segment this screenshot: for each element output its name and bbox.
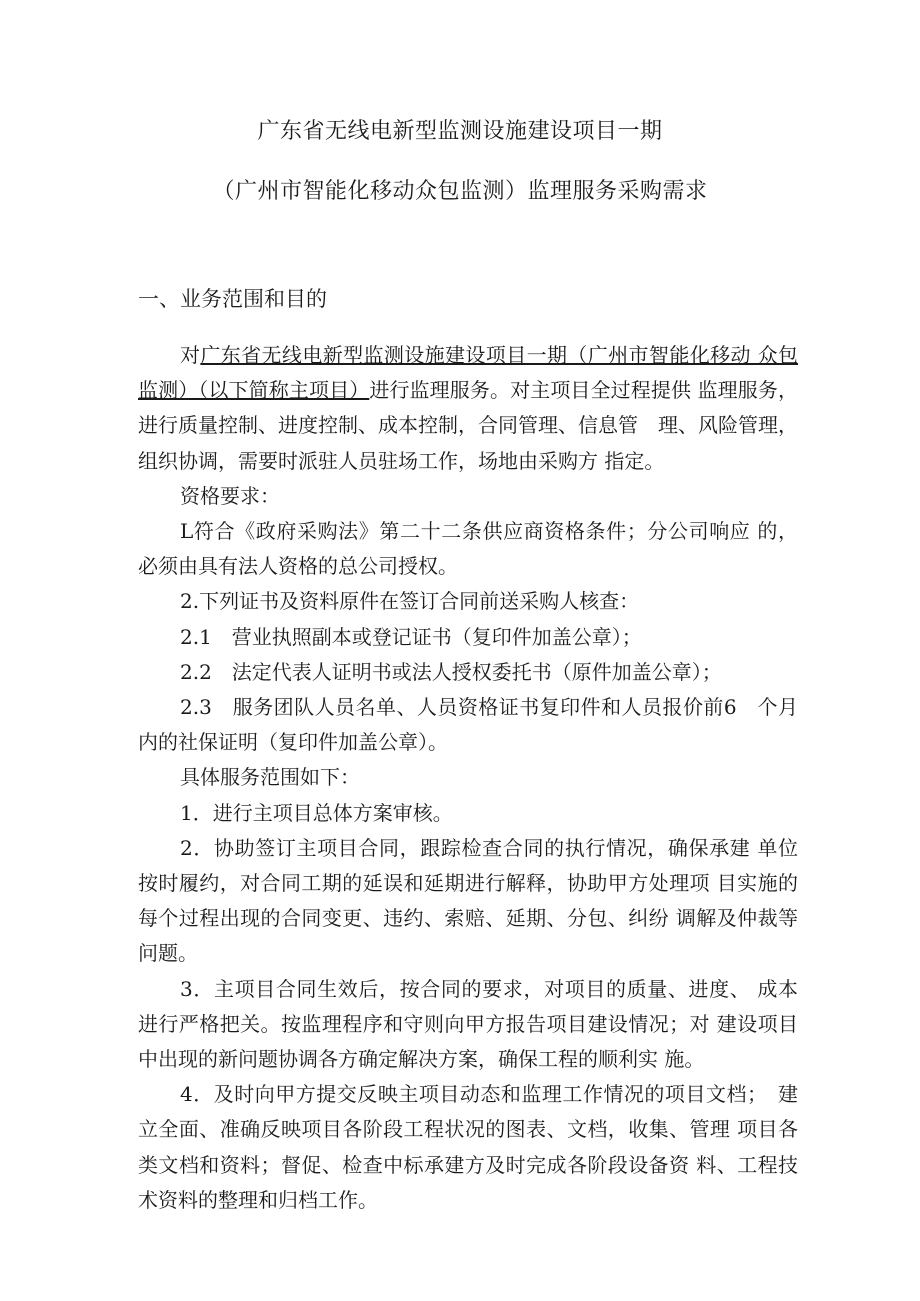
scope-item-4: 4．及时向甲方提交反映主项目动态和监理工作情况的项目文档； 建立全面、准确反映项目各阶段工程状况的图表、文档，收集、管理 项目各类文档和资料；督促、检查中标承建方及时完成各阶段设备资 料、工程技术资料的整理和归档工作。 <box>138 1082 798 1212</box>
document-title-line-1: 广东省无线电新型监测设施建设项目一期 <box>257 119 663 144</box>
project-name-underlined: 广东省无线电新型监测设施建设项目一期（广州市智能化移动 众包监测）（以下简称主项目） <box>138 343 799 403</box>
qualification-item-2-3: 2.3 服务团队人员名单、人员资格证书复印件和人员报价前6 个月内的社保证明（复印件加盖公章）。 <box>138 695 798 755</box>
scope-item-1: 1．进行主项目总体方案审核。 <box>180 800 453 825</box>
document-title-line-2: （广州市智能化移动众包监测）监理服务采购需求 <box>212 179 708 204</box>
scope-item-2: 2．协助签订主项目合同，跟踪检查合同的执行情况，确保承建 单位按时履约，对合同工期的延误和延期进行解释，协助甲方处理项 目实施的每个过程出现的合同变更、违约、索赔、延期、分包、纠纷 调解及仲裁等问题。 <box>138 835 798 966</box>
qualification-item-1: L符合《政府采购法》第二十二条供应商资格条件；分公司响应 的，必须由具有法人资格的总公司授权。 <box>138 519 798 579</box>
intro-prefix: 对 <box>180 343 201 367</box>
scope-heading: 具体服务范围如下： <box>180 765 360 790</box>
section-heading: 一、业务范围和目的 <box>138 287 327 311</box>
intro-paragraph <box>138 338 798 479</box>
qualification-item-2-1: 2.1 营业执照副本或登记证书（复印件加盖公章）； <box>180 624 642 649</box>
intro-suffix: 进行监理服务。对主项目全过程提供 监理服务，进行质量控制、进度控制、成本控制，合同管理、信息管 理、风险管理，组织协调，需要时派驻人员驻场工作，场地由采购方 指定。 <box>138 378 799 473</box>
document-body <box>138 338 798 1218</box>
qualification-heading: 资格要求： <box>180 483 280 508</box>
qualification-item-2-2: 2.2 法定代表人证明书或法人授权委托书（原件加盖公章）； <box>180 659 722 684</box>
qualification-item-2: 2.下列证书及资料原件在签订合同前送采购人核查： <box>180 589 640 614</box>
scope-item-3: 3．主项目合同生效后，按合同的要求，对项目的质量、进度、 成本进行严格把关。按监理程序和守则向甲方报告项目建设情况；对 建设项目中出现的新问题协调各方确定解决方案，确保工程的顺利实 施。 <box>138 976 798 1072</box>
